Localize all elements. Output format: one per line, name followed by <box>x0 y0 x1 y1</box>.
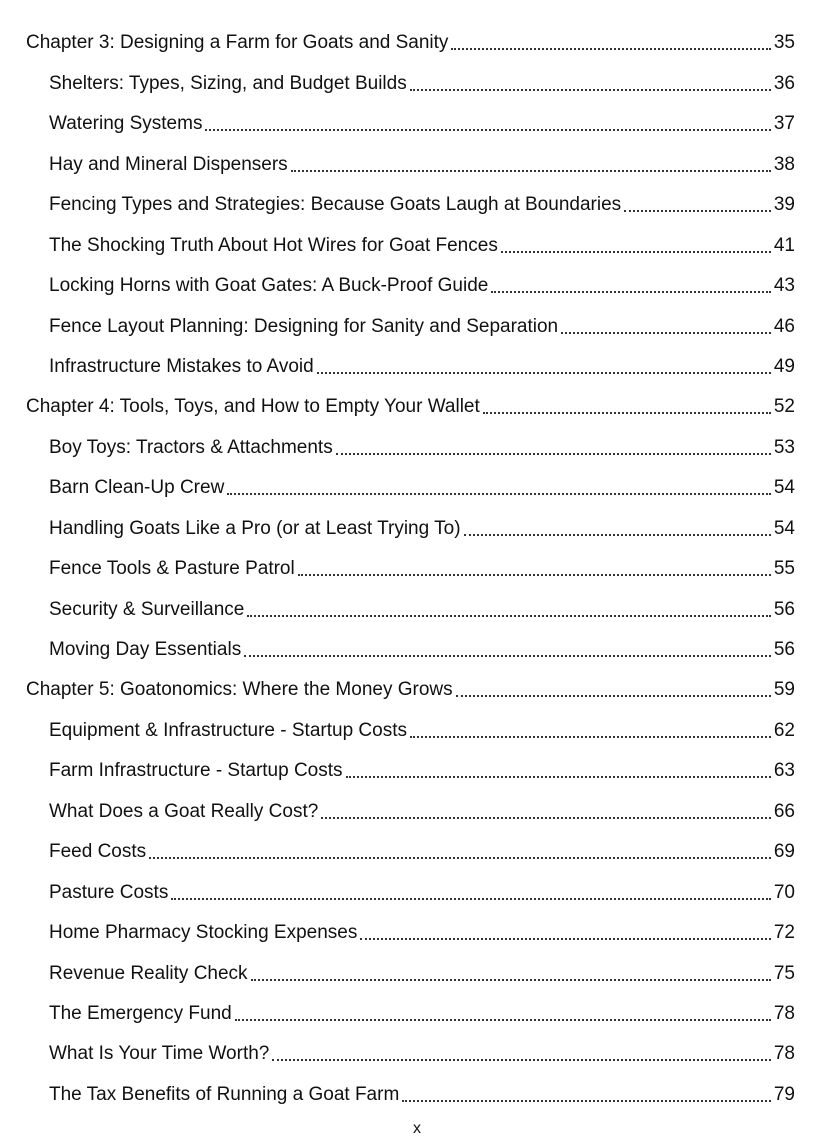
toc-section-entry[interactable] <box>0 788 834 828</box>
toc-entry-title: Barn Clean-Up Crew <box>49 477 225 499</box>
toc-dot-leader <box>410 89 771 91</box>
toc-entry-page-number: 54 <box>773 517 795 539</box>
toc-entry-page-number: 56 <box>773 598 795 620</box>
toc-section-entry[interactable] <box>0 910 834 950</box>
toc-section-entry[interactable] <box>0 950 834 990</box>
toc-dot-leader <box>561 332 771 334</box>
toc-entry-title: Chapter 4: Tools, Toys, and How to Empty Your Wallet <box>26 396 480 418</box>
toc-entry-title: Security & Surveillance <box>49 598 245 620</box>
toc-entry-page-number: 54 <box>773 477 795 499</box>
toc-entry-page-number: 52 <box>773 396 795 418</box>
toc-entry-page-number: 36 <box>773 72 795 94</box>
toc-entry-page-number: 37 <box>773 113 795 135</box>
toc-entry-title: Boy Toys: Tractors & Attachments <box>49 436 333 458</box>
toc-entry-title: Farm Infrastructure - Startup Costs <box>49 760 343 782</box>
toc-section-entry[interactable] <box>0 869 834 909</box>
toc-dot-leader <box>624 210 771 212</box>
toc-dot-leader <box>235 1019 771 1021</box>
toc-entry-title: The Emergency Fund <box>49 1002 232 1024</box>
toc-entry-page-number: 35 <box>773 32 795 54</box>
toc-entry-title: The Shocking Truth About Hot Wires for Goat Fences <box>49 234 498 256</box>
toc-entry-title: The Tax Benefits of Running a Goat Farm <box>49 1083 400 1105</box>
toc-section-entry[interactable] <box>0 586 834 626</box>
toc-dot-leader <box>272 1059 771 1061</box>
toc-dot-leader <box>501 251 771 253</box>
toc-section-entry[interactable] <box>0 222 834 262</box>
toc-entry-page-number: 72 <box>773 922 795 944</box>
toc-entry-title: Chapter 3: Designing a Farm for Goats and Sanity <box>26 32 449 54</box>
toc-entry-page-number: 69 <box>773 841 795 863</box>
toc-entry-title: Pasture Costs <box>49 881 169 903</box>
toc-entry-page-number: 56 <box>773 639 795 660</box>
toc-section-entry[interactable] <box>0 263 834 303</box>
toc-entry-title: What Does a Goat Really Cost? <box>49 800 319 822</box>
toc-dot-leader <box>464 534 771 536</box>
toc-section-entry[interactable] <box>0 627 834 667</box>
toc-section-entry[interactable] <box>0 707 834 747</box>
toc-entry-title: Locking Horns with Goat Gates: A Buck-Proof Guide <box>49 275 489 297</box>
toc-entry-title: Home Pharmacy Stocking Expenses <box>49 922 358 944</box>
toc-section-entry[interactable] <box>0 829 834 869</box>
toc-entry-title: Chapter 5: Goatonomics: Where the Money Grows <box>26 679 453 701</box>
toc-dot-leader <box>410 736 771 738</box>
toc-dot-leader <box>336 453 771 455</box>
page-number: x <box>413 1120 421 1137</box>
toc-chapter-entry[interactable] <box>0 667 834 707</box>
toc-entry-title: Feed Costs <box>49 841 147 863</box>
toc-section-entry[interactable] <box>0 303 834 343</box>
toc-entry-page-number: 63 <box>773 760 795 782</box>
toc-entry-page-number: 59 <box>773 679 795 701</box>
toc-dot-leader <box>456 695 771 697</box>
toc-dot-leader <box>244 655 771 657</box>
toc-entry-page-number: 75 <box>773 962 795 984</box>
toc-dot-leader <box>227 493 771 495</box>
toc-entry-title: Hay and Mineral Dispensers <box>49 153 288 175</box>
toc-entry-page-number: 78 <box>773 1002 795 1024</box>
toc-entry-page-number: 41 <box>773 234 795 256</box>
toc-entry-title: Moving Day Essentials <box>49 639 242 660</box>
toc-entry-title: Fence Tools & Pasture Patrol <box>49 558 295 580</box>
toc-section-entry[interactable] <box>0 141 834 181</box>
toc-entry-title: Shelters: Types, Sizing, and Budget Builds <box>49 72 407 94</box>
toc-section-entry[interactable] <box>0 1071 834 1111</box>
toc-section-entry[interactable] <box>0 101 834 141</box>
toc-entry-title: Infrastructure Mistakes to Avoid <box>49 355 314 377</box>
toc-dot-leader <box>298 574 771 576</box>
toc-chapter-entry[interactable] <box>0 384 834 424</box>
toc-entry-title: Equipment & Infrastructure - Startup Costs <box>49 719 407 741</box>
toc-dot-leader <box>346 776 771 778</box>
toc-entry-page-number: 43 <box>773 275 795 297</box>
toc-entry-page-number: 49 <box>773 355 795 377</box>
toc-dot-leader <box>321 817 771 819</box>
toc-entry-page-number: 79 <box>773 1083 795 1105</box>
toc-dot-leader <box>149 857 771 859</box>
toc-section-entry[interactable] <box>0 465 834 505</box>
toc-dot-leader <box>291 170 771 172</box>
toc-section-entry[interactable] <box>0 546 834 586</box>
toc-section-entry[interactable] <box>0 1031 834 1071</box>
toc-section-entry[interactable] <box>0 344 834 384</box>
toc-entry-page-number: 38 <box>773 153 795 175</box>
toc-dot-leader <box>205 129 771 131</box>
toc-chapter-entry[interactable] <box>0 20 834 60</box>
table-of-contents <box>0 20 834 1112</box>
toc-section-entry[interactable] <box>0 748 834 788</box>
toc-entry-title: Revenue Reality Check <box>49 962 248 984</box>
toc-entry-page-number: 55 <box>773 558 795 580</box>
toc-section-entry[interactable] <box>0 505 834 545</box>
toc-dot-leader <box>402 1100 771 1102</box>
toc-dot-leader <box>247 615 771 617</box>
toc-dot-leader <box>171 898 771 900</box>
toc-entry-page-number: 39 <box>773 194 795 216</box>
toc-entry-page-number: 62 <box>773 719 795 741</box>
toc-dot-leader <box>317 372 771 374</box>
toc-entry-page-number: 46 <box>773 315 795 337</box>
toc-entry-title: What Is Your Time Worth? <box>49 1043 270 1065</box>
toc-entry-title: Handling Goats Like a Pro (or at Least Trying To) <box>49 517 461 539</box>
toc-section-entry[interactable] <box>0 182 834 222</box>
toc-entry-title: Fence Layout Planning: Designing for Sanity and Separation <box>49 315 559 337</box>
toc-dot-leader <box>491 291 771 293</box>
toc-section-entry[interactable] <box>0 60 834 100</box>
toc-entry-page-number: 53 <box>773 436 795 458</box>
toc-dot-leader <box>251 979 771 981</box>
toc-entry-title: Fencing Types and Strategies: Because Goats Laugh at Boundaries <box>49 194 622 216</box>
toc-entry-page-number: 70 <box>773 881 795 903</box>
toc-dot-leader <box>451 48 771 50</box>
toc-dot-leader <box>360 938 771 940</box>
toc-section-entry[interactable] <box>0 991 834 1031</box>
toc-entry-title: Watering Systems <box>49 113 203 135</box>
toc-dot-leader <box>483 412 771 414</box>
toc-entry-page-number: 66 <box>773 800 795 822</box>
toc-section-entry[interactable] <box>0 424 834 464</box>
toc-entry-page-number: 78 <box>773 1043 795 1065</box>
